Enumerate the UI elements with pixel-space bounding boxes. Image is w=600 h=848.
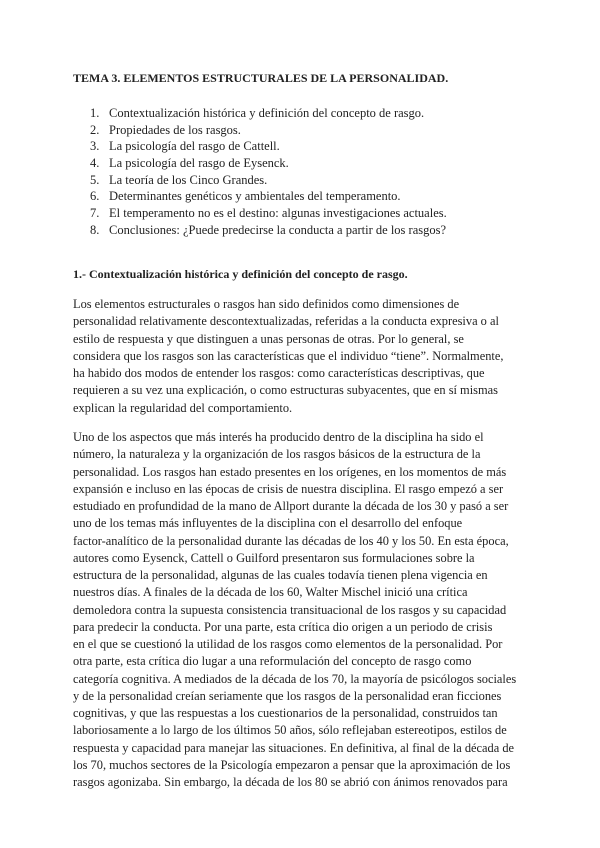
paragraph-line: rasgos agonizaba. Sin embargo, la década de los 80 se abrió con ánimos renovados para — [73, 775, 508, 789]
paragraph-line: Los elementos estructurales o rasgos han sido definidos como dimensiones de — [73, 297, 460, 311]
toc-text: La teoría de los Cinco Grandes. — [109, 172, 268, 187]
toc-item — [90, 122, 447, 139]
paragraph-line: en el que se cuestionó la utilidad de los rasgos como elementos de la personalidad. Por — [73, 637, 503, 651]
paragraph-line: y de la personalidad creían seriamente que los rasgos de la personalidad eran ficciones — [73, 688, 502, 703]
toc-item — [90, 138, 447, 155]
toc-item — [90, 172, 447, 189]
paragraph-line: personalidad relativamente descontextualizadas, referidas a la conducta expresiva o al — [73, 314, 499, 329]
document-title: TEMA 3. ELEMENTOS ESTRUCTURALES DE LA PERSONALIDAD. — [73, 71, 449, 85]
paragraph-line: número, la naturaleza y la organización de los rasgos básicos de la estructura de la — [73, 447, 481, 462]
toc-item — [90, 105, 447, 122]
toc-text: La psicología del rasgo de Eysenck. — [109, 156, 289, 171]
paragraph-line: requieren a su vez una explicación, o como estructuras subyacentes, que en sí mismas — [73, 383, 498, 398]
toc-number: 4. — [90, 156, 100, 171]
toc-number: 5. — [90, 172, 100, 187]
table-of-contents — [90, 105, 447, 239]
toc-number: 3. — [90, 139, 100, 154]
paragraph-line: estructura de la personalidad, algunas de las cuales todavía tienen plena vigencia en — [73, 568, 488, 582]
toc-text: La psicología del rasgo de Cattell. — [109, 139, 280, 154]
paragraph-line: personalidad. Los rasgos han estado presentes en los orígenes, en los momentos de más — [73, 464, 507, 479]
toc-text: Contextualización histórica y definición del concepto de rasgo. — [109, 106, 425, 120]
toc-number: 8. — [90, 222, 100, 237]
paragraph-2 — [73, 429, 516, 791]
paragraph-line: factor-analítico de la personalidad durante las décadas de los 40 y los 50. En esta época, — [73, 533, 509, 548]
toc-text: Determinantes genéticos y ambientales del temperamento. — [109, 189, 401, 204]
paragraph-line: estilo de respuesta y que distinguen a unas personas de otras. Por lo general, se — [73, 331, 464, 346]
paragraph-line: para predecir la conducta. Por una parte, esta crítica dio origen a un periodo de crisis — [73, 619, 493, 634]
paragraph-line: considera que los rasgos son las características que el individuo “tiene”. Normalmente, — [73, 348, 504, 363]
toc-number: 6. — [90, 189, 100, 204]
toc-item — [90, 205, 447, 222]
toc-item — [90, 155, 447, 172]
paragraph-line: cognitivas, y que las respuestas a los cuestionarios de la personalidad, construidos tan — [73, 706, 498, 720]
toc-number: 2. — [90, 122, 100, 137]
paragraph-line: uno de los temas más influyentes de la disciplina con el desarrollo del enfoque — [73, 516, 463, 531]
toc-text: El temperamento no es el destino: algunas investigaciones actuales. — [109, 206, 447, 221]
toc-text: Conclusiones: ¿Puede predecirse la conducta a partir de los rasgos? — [109, 222, 447, 237]
toc-number: 1. — [90, 106, 100, 120]
paragraph-line: ha habido dos modos de entender los rasgos: como características descriptivas, que — [73, 366, 485, 380]
paragraph-line: nuestros días. A finales de la década de los 60, Walter Mischel inició una crítica — [73, 585, 468, 600]
paragraph-line: autores como Eysenck, Cattell o Guilford presentaron sus formulaciones sobre la — [73, 550, 475, 565]
paragraph-line: otra parte, esta crítica dio lugar a una reformulación del concepto de rasgo como — [73, 654, 472, 669]
paragraph-line: demoledora contra la supuesta consistencia transituacional de los rasgos y su capacidad — [73, 602, 507, 617]
paragraph-line: categoría cognitiva. A mediados de la década de los 70, la mayoría de psicólogos sociales — [73, 671, 517, 686]
toc-item — [90, 188, 447, 205]
paragraph-line: laboriosamente a lo largo de los últimos 50 años, sólo reflejaban estereotipos, estilos de — [73, 723, 507, 738]
paragraph-1 — [73, 296, 503, 417]
paragraph-line: estudiado en profundidad de la mano de Allport durante la década de los 30 y pasó a ser — [73, 499, 509, 513]
section-heading: 1.- Contextualización histórica y definición del concepto de rasgo. — [73, 267, 408, 281]
paragraph-line: los 70, muchos sectores de la Psicología empezaron a pensar que la aproximación de los — [73, 757, 511, 772]
paragraph-line: respuesta y capacidad para manejar las situaciones. En definitiva, al final de la década de — [73, 740, 515, 755]
paragraph-line: expansión e incluso en las épocas de crisis de nuestra disciplina. El rasgo empezó a ser — [73, 481, 504, 496]
paragraph-line: Uno de los aspectos que más interés ha producido dentro de la disciplina ha sido el — [73, 430, 484, 444]
toc-number: 7. — [90, 206, 100, 221]
toc-text: Propiedades de los rasgos. — [109, 122, 241, 137]
toc-item — [90, 222, 447, 239]
paragraph-line: explican la regularidad del comportamiento. — [73, 400, 293, 415]
